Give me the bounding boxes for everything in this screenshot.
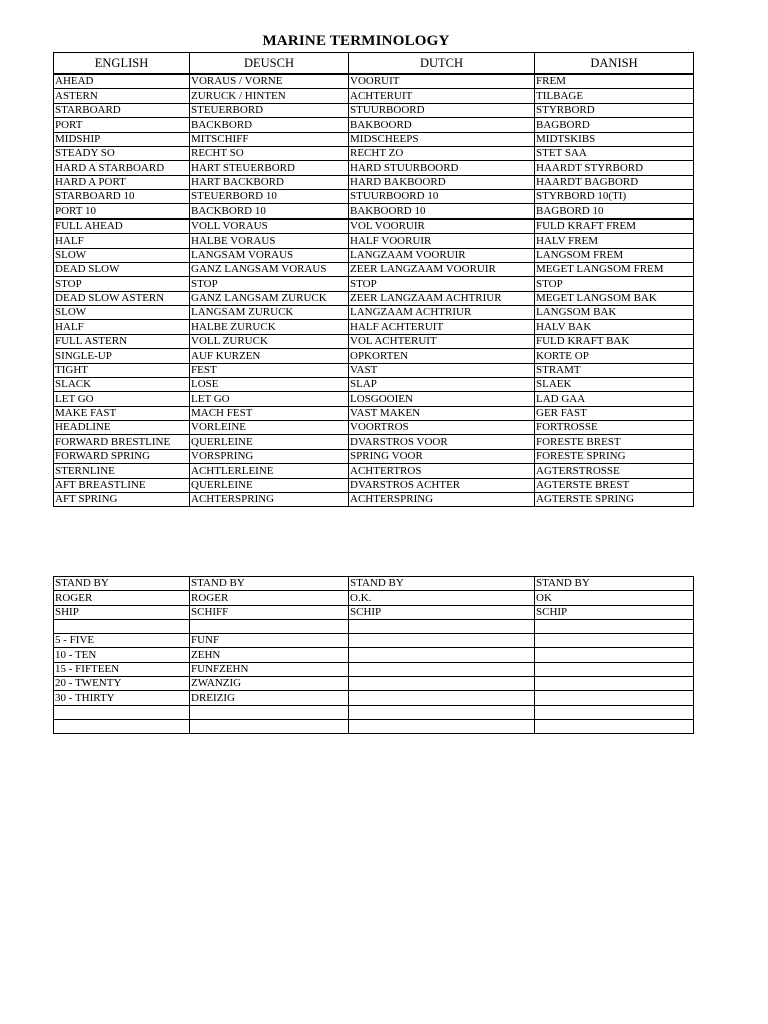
danish-cell: OK: [535, 591, 694, 605]
deusch-cell: STOP: [190, 277, 349, 291]
danish-cell: FORESTE SPRING: [535, 449, 694, 463]
dutch-cell: HARD BAKBOORD: [349, 175, 535, 189]
english-cell: HARD A STARBOARD: [54, 161, 190, 175]
english-cell: TIGHT: [54, 363, 190, 377]
danish-cell: [535, 662, 694, 676]
dutch-cell: LANGZAAM ACHTRIUR: [349, 306, 535, 320]
danish-cell: FULD KRAFT FREM: [535, 219, 694, 234]
dutch-cell: VAST: [349, 363, 535, 377]
english-cell: FULL AHEAD: [54, 219, 190, 234]
english-cell: AHEAD: [54, 74, 190, 89]
table-row: [54, 492, 694, 506]
deusch-cell: STEUERBORD: [190, 103, 349, 117]
danish-cell: [535, 705, 694, 719]
english-cell: ROGER: [54, 591, 190, 605]
deusch-cell: VOLL VORAUS: [190, 219, 349, 234]
dutch-cell: ZEER LANGZAAM ACHTRIUR: [349, 291, 535, 305]
header-row: [54, 53, 694, 75]
english-cell: HALF: [54, 320, 190, 334]
table-row: [54, 234, 694, 248]
dutch-cell: BAKBOORD 10: [349, 204, 535, 219]
danish-cell: LANGSOM BAK: [535, 306, 694, 320]
english-cell: STERNLINE: [54, 464, 190, 478]
dutch-cell: ACHTERTROS: [349, 464, 535, 478]
table-row: [54, 363, 694, 377]
dutch-cell: [349, 719, 535, 733]
dutch-cell: ACHTERUIT: [349, 89, 535, 103]
dutch-cell: OPKORTEN: [349, 349, 535, 363]
danish-cell: AGTERSTE SPRING: [535, 492, 694, 506]
dutch-cell: [349, 648, 535, 662]
dutch-cell: MIDSCHEEPS: [349, 132, 535, 146]
table-row: [54, 577, 694, 591]
english-cell: MAKE FAST: [54, 406, 190, 420]
danish-cell: KORTE OP: [535, 349, 694, 363]
deusch-cell: FEST: [190, 363, 349, 377]
deusch-cell: VORLEINE: [190, 421, 349, 435]
deusch-cell: DREIZIG: [190, 691, 349, 705]
table-row: [54, 691, 694, 705]
english-cell: HARD A PORT: [54, 175, 190, 189]
table-row: [54, 478, 694, 492]
dutch-cell: VAST MAKEN: [349, 406, 535, 420]
deusch-cell: LET GO: [190, 392, 349, 406]
deusch-cell: ACHTLERLEINE: [190, 464, 349, 478]
danish-cell: MEGET LANGSOM FREM: [535, 262, 694, 276]
table-row: [54, 677, 694, 691]
table-row: [54, 619, 694, 633]
table-row: [54, 132, 694, 146]
terminology-table: [53, 52, 694, 507]
dutch-cell: LOSGOOIEN: [349, 392, 535, 406]
danish-cell: [535, 619, 694, 633]
danish-cell: STRAMT: [535, 363, 694, 377]
deusch-cell: HART BACKBORD: [190, 175, 349, 189]
table-row: [54, 435, 694, 449]
table-row: [54, 103, 694, 117]
english-cell: 30 - THIRTY: [54, 691, 190, 705]
deusch-cell: HALBE VORAUS: [190, 234, 349, 248]
table-row: [54, 306, 694, 320]
deusch-cell: ROGER: [190, 591, 349, 605]
deusch-cell: AUF KURZEN: [190, 349, 349, 363]
table-row: [54, 320, 694, 334]
table-row: [54, 248, 694, 262]
english-cell: PORT 10: [54, 204, 190, 219]
dutch-cell: VOORTROS: [349, 421, 535, 435]
table-row: [54, 190, 694, 204]
english-cell: SLACK: [54, 377, 190, 391]
dutch-cell: DVARSTROS ACHTER: [349, 478, 535, 492]
danish-cell: HALV FREM: [535, 234, 694, 248]
danish-cell: AGTERSTROSSE: [535, 464, 694, 478]
deusch-cell: FUNFZEHN: [190, 662, 349, 676]
dutch-cell: [349, 677, 535, 691]
table-row: [54, 291, 694, 305]
danish-cell: [535, 691, 694, 705]
danish-cell: [535, 719, 694, 733]
table-row: [54, 449, 694, 463]
dutch-cell: RECHT ZO: [349, 146, 535, 160]
table-row: [54, 74, 694, 89]
dutch-cell: STAND BY: [349, 577, 535, 591]
table-row: [54, 605, 694, 619]
table-row: [54, 161, 694, 175]
deusch-cell: QUERLEINE: [190, 435, 349, 449]
danish-cell: [535, 677, 694, 691]
deusch-cell: GANZ LANGSAM ZURUCK: [190, 291, 349, 305]
english-cell: LET GO: [54, 392, 190, 406]
deusch-cell: SCHIFF: [190, 605, 349, 619]
dutch-cell: VOL ACHTERUIT: [349, 334, 535, 348]
deusch-cell: QUERLEINE: [190, 478, 349, 492]
table-row: [54, 146, 694, 160]
english-cell: ASTERN: [54, 89, 190, 103]
table-row: [54, 334, 694, 348]
english-cell: 5 - FIVE: [54, 634, 190, 648]
danish-cell: SLAEK: [535, 377, 694, 391]
english-cell: STOP: [54, 277, 190, 291]
danish-cell: SCHIP: [535, 605, 694, 619]
english-cell: SINGLE-UP: [54, 349, 190, 363]
english-cell: AFT SPRING: [54, 492, 190, 506]
english-cell: PORT: [54, 118, 190, 132]
dutch-cell: VOORUIT: [349, 74, 535, 89]
english-cell: HEADLINE: [54, 421, 190, 435]
dutch-cell: LANGZAAM VOORUIR: [349, 248, 535, 262]
danish-cell: STET SAA: [535, 146, 694, 160]
table-row: [54, 175, 694, 189]
danish-cell: TILBAGE: [535, 89, 694, 103]
table-row: [54, 464, 694, 478]
column-header-dutch: DUTCH: [349, 53, 535, 75]
dutch-cell: [349, 705, 535, 719]
table-row: [54, 591, 694, 605]
english-cell: FORWARD BRESTLINE: [54, 435, 190, 449]
column-header-deusch: DEUSCH: [190, 53, 349, 75]
dutch-cell: [349, 619, 535, 633]
danish-cell: STYRBORD: [535, 103, 694, 117]
column-header-english: ENGLISH: [54, 53, 190, 75]
danish-cell: FULD KRAFT BAK: [535, 334, 694, 348]
deusch-cell: BACKBORD: [190, 118, 349, 132]
deusch-cell: VORSPRING: [190, 449, 349, 463]
danish-cell: LAD GAA: [535, 392, 694, 406]
english-cell: AFT BREASTLINE: [54, 478, 190, 492]
dutch-cell: HALF VOORUIR: [349, 234, 535, 248]
english-cell: STAND BY: [54, 577, 190, 591]
english-cell: SLOW: [54, 306, 190, 320]
table-row: [54, 204, 694, 219]
table-row: [54, 349, 694, 363]
deusch-cell: STAND BY: [190, 577, 349, 591]
english-cell: STARBOARD 10: [54, 190, 190, 204]
english-cell: STEADY SO: [54, 146, 190, 160]
table-row: [54, 662, 694, 676]
table-row: [54, 277, 694, 291]
dutch-cell: O.K.: [349, 591, 535, 605]
deusch-cell: HART STEUERBORD: [190, 161, 349, 175]
dutch-cell: ACHTERSPRING: [349, 492, 535, 506]
dutch-cell: SLAP: [349, 377, 535, 391]
deusch-cell: FUNF: [190, 634, 349, 648]
danish-cell: [535, 648, 694, 662]
english-cell: [54, 705, 190, 719]
deusch-cell: LANGSAM ZURUCK: [190, 306, 349, 320]
deusch-cell: STEUERBORD 10: [190, 190, 349, 204]
table-row: [54, 719, 694, 733]
deusch-cell: MITSCHIFF: [190, 132, 349, 146]
deusch-cell: VORAUS / VORNE: [190, 74, 349, 89]
column-header-danish: DANISH: [535, 53, 694, 75]
dutch-cell: [349, 691, 535, 705]
table-row: [54, 705, 694, 719]
dutch-cell: HALF ACHTERUIT: [349, 320, 535, 334]
danish-cell: MIDTSKIBS: [535, 132, 694, 146]
danish-cell: HALV BAK: [535, 320, 694, 334]
english-cell: FULL ASTERN: [54, 334, 190, 348]
danish-cell: HAARDT BAGBORD: [535, 175, 694, 189]
danish-cell: MEGET LANGSOM BAK: [535, 291, 694, 305]
table-row: [54, 392, 694, 406]
danish-cell: BAGBORD 10: [535, 204, 694, 219]
english-cell: 10 - TEN: [54, 648, 190, 662]
dutch-cell: ZEER LANGZAAM VOORUIR: [349, 262, 535, 276]
english-cell: MIDSHIP: [54, 132, 190, 146]
danish-cell: HAARDT STYRBORD: [535, 161, 694, 175]
dutch-cell: SCHIP: [349, 605, 535, 619]
table-row: [54, 219, 694, 234]
english-cell: DEAD SLOW: [54, 262, 190, 276]
english-cell: SHIP: [54, 605, 190, 619]
dutch-cell: BAKBOORD: [349, 118, 535, 132]
table-row: [54, 421, 694, 435]
danish-cell: STOP: [535, 277, 694, 291]
deusch-cell: LANGSAM VORAUS: [190, 248, 349, 262]
dutch-cell: VOL VOORUIR: [349, 219, 535, 234]
danish-cell: LANGSOM FREM: [535, 248, 694, 262]
english-cell: FORWARD SPRING: [54, 449, 190, 463]
dutch-cell: STOP: [349, 277, 535, 291]
table-row: [54, 262, 694, 276]
page-title: MARINE TERMINOLOGY: [262, 33, 450, 49]
table-row: [54, 634, 694, 648]
dutch-cell: [349, 662, 535, 676]
danish-cell: FREM: [535, 74, 694, 89]
english-cell: SLOW: [54, 248, 190, 262]
table-row: [54, 406, 694, 420]
dutch-cell: HARD STUURBOORD: [349, 161, 535, 175]
table-row: [54, 118, 694, 132]
danish-cell: BAGBORD: [535, 118, 694, 132]
danish-cell: STAND BY: [535, 577, 694, 591]
deusch-cell: LOSE: [190, 377, 349, 391]
deusch-cell: HALBE ZURUCK: [190, 320, 349, 334]
deusch-cell: BACKBORD 10: [190, 204, 349, 219]
dutch-cell: STUURBOORD: [349, 103, 535, 117]
danish-cell: [535, 634, 694, 648]
table-row: [54, 377, 694, 391]
english-cell: [54, 719, 190, 733]
dutch-cell: DVARSTROS VOOR: [349, 435, 535, 449]
deusch-cell: ZWANZIG: [190, 677, 349, 691]
deusch-cell: RECHT SO: [190, 146, 349, 160]
deusch-cell: ZURUCK / HINTEN: [190, 89, 349, 103]
deusch-cell: VOLL ZURUCK: [190, 334, 349, 348]
english-cell: DEAD SLOW ASTERN: [54, 291, 190, 305]
english-cell: [54, 619, 190, 633]
deusch-cell: [190, 719, 349, 733]
deusch-cell: ZEHN: [190, 648, 349, 662]
commands-table: [53, 576, 694, 734]
dutch-cell: [349, 634, 535, 648]
deusch-cell: [190, 619, 349, 633]
deusch-cell: [190, 705, 349, 719]
table-row: [54, 648, 694, 662]
english-cell: 15 - FIFTEEN: [54, 662, 190, 676]
dutch-cell: SPRING VOOR: [349, 449, 535, 463]
table-row: [54, 89, 694, 103]
danish-cell: GER FAST: [535, 406, 694, 420]
danish-cell: AGTERSTE BREST: [535, 478, 694, 492]
deusch-cell: ACHTERSPRING: [190, 492, 349, 506]
english-cell: HALF: [54, 234, 190, 248]
dutch-cell: STUURBOORD 10: [349, 190, 535, 204]
english-cell: 20 - TWENTY: [54, 677, 190, 691]
deusch-cell: GANZ LANGSAM VORAUS: [190, 262, 349, 276]
danish-cell: FORTROSSE: [535, 421, 694, 435]
english-cell: STARBOARD: [54, 103, 190, 117]
deusch-cell: MACH FEST: [190, 406, 349, 420]
danish-cell: STYRBORD 10(TI): [535, 190, 694, 204]
danish-cell: FORESTE BREST: [535, 435, 694, 449]
